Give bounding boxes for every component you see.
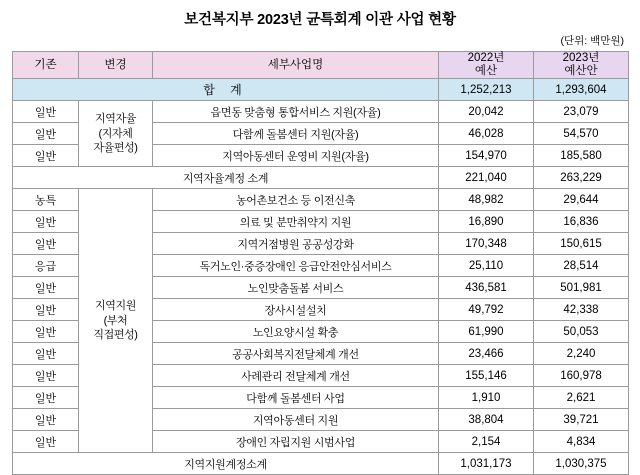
- group-label-line1: 지역자율: [95, 112, 136, 125]
- subtotal-2023: 263,229: [534, 167, 629, 189]
- row-2022: 2,154: [439, 431, 534, 453]
- row-old-category: 일반: [13, 101, 79, 123]
- total-label: 합 계: [13, 79, 439, 101]
- subtotal-2023: 1,030,375: [534, 453, 629, 475]
- group-label-line2: (부처: [103, 314, 128, 327]
- column-header-2022: [439, 52, 534, 79]
- table-header-row: [13, 52, 629, 79]
- group-label-line3: 직접편성): [93, 329, 138, 342]
- row-2023: 150,615: [534, 233, 629, 255]
- row-2023: 23,079: [534, 101, 629, 123]
- row-2022: 48,982: [439, 189, 534, 211]
- row-old-category: 일반: [13, 299, 79, 321]
- row-2023: 2,240: [534, 343, 629, 365]
- column-header-2023: [534, 52, 629, 79]
- row-program-name: 노인맞춤돌봄 서비스: [153, 277, 439, 299]
- row-old-category: 일반: [13, 123, 79, 145]
- row-program-name: 읍면동 맞춤형 통합서비스 지원(자율): [153, 101, 439, 123]
- row-2022: 49,792: [439, 299, 534, 321]
- row-old-category: 일반: [13, 145, 79, 167]
- budget-table: [12, 51, 629, 475]
- table-row: [13, 101, 629, 123]
- row-program-name: 사례관리 전달체계 개선: [153, 365, 439, 387]
- table-row-subtotal: [13, 453, 629, 475]
- row-program-name: 지역아동센터 지원: [153, 409, 439, 431]
- row-2023: 160,978: [534, 365, 629, 387]
- table-row-subtotal: [13, 167, 629, 189]
- subtotal-2022: 1,031,173: [439, 453, 534, 475]
- row-2023: 28,514: [534, 255, 629, 277]
- row-old-category: 일반: [13, 233, 79, 255]
- row-2022: 20,042: [439, 101, 534, 123]
- unit-note: (단위: 백만원): [560, 35, 624, 47]
- document-page: [0, 8, 640, 474]
- table-row-total: [13, 79, 629, 101]
- row-program-name: 의료 및 분만취약지 지원: [153, 211, 439, 233]
- row-program-name: 다함께 돌봄센터 지원(자율): [153, 123, 439, 145]
- row-2023: 2,621: [534, 387, 629, 409]
- row-program-name: 지역거점병원 공공성강화: [153, 233, 439, 255]
- row-2023: 42,338: [534, 299, 629, 321]
- row-program-name: 장사시설설치: [153, 299, 439, 321]
- row-old-category: 일반: [13, 365, 79, 387]
- table-header: [13, 52, 629, 79]
- row-old-category: 일반: [13, 431, 79, 453]
- row-old-category: 일반: [13, 387, 79, 409]
- group-label-jiyeokjayul: [79, 101, 153, 167]
- group-label-line2: (지자체: [98, 127, 133, 140]
- row-program-name: 공공사회복지전달체계 개선: [153, 343, 439, 365]
- row-old-category: 일반: [13, 409, 79, 431]
- subtotal-label: 지역지원계정소계: [13, 453, 439, 475]
- row-2023: 29,644: [534, 189, 629, 211]
- row-program-name: 농어촌보건소 등 이전신축: [153, 189, 439, 211]
- row-2023: 185,580: [534, 145, 629, 167]
- row-old-category: 일반: [13, 211, 79, 233]
- total-2022: 1,252,213: [439, 79, 534, 101]
- row-old-category: 응급: [13, 255, 79, 277]
- column-header-program: 세부사업명: [153, 52, 439, 79]
- row-2022: 61,990: [439, 321, 534, 343]
- row-program-name: 지역아동센터 운영비 지원(자율): [153, 145, 439, 167]
- table-row: [13, 189, 629, 211]
- row-program-name: 독거노인·중증장애인 응급안전안심서비스: [153, 255, 439, 277]
- row-2022: 1,910: [439, 387, 534, 409]
- column-header-old: 기존: [13, 52, 79, 79]
- group-label-jiyeokjiwon: [79, 189, 153, 453]
- row-2023: 4,834: [534, 431, 629, 453]
- row-2022: 154,970: [439, 145, 534, 167]
- row-2023: 16,836: [534, 211, 629, 233]
- column-header-2022-line2: 예산: [474, 65, 498, 78]
- total-2023: 1,293,604: [534, 79, 629, 101]
- subtotal-2022: 221,040: [439, 167, 534, 189]
- column-header-2023-line2: 예산안: [564, 65, 598, 78]
- column-header-new: 변경: [79, 52, 153, 79]
- row-2023: 50,053: [534, 321, 629, 343]
- row-2022: 170,348: [439, 233, 534, 255]
- row-2022: 155,146: [439, 365, 534, 387]
- row-2022: 23,466: [439, 343, 534, 365]
- row-2023: 54,570: [534, 123, 629, 145]
- table-body: [13, 79, 629, 475]
- row-program-name: 장애인 자립지원 시범사업: [153, 431, 439, 453]
- row-program-name: 노인요양시설 확충: [153, 321, 439, 343]
- row-2022: 16,890: [439, 211, 534, 233]
- row-old-category: 일반: [13, 321, 79, 343]
- group-label-line3: 자율편성): [93, 142, 138, 155]
- row-old-category: 일반: [13, 343, 79, 365]
- column-header-2023-line1: 2023년: [562, 52, 600, 64]
- row-old-category: 농특: [13, 189, 79, 211]
- row-2022: 38,804: [439, 409, 534, 431]
- row-old-category: 일반: [13, 277, 79, 299]
- subtotal-label: 지역자율계정 소계: [13, 167, 439, 189]
- row-2023: 39,721: [534, 409, 629, 431]
- row-2022: 436,581: [439, 277, 534, 299]
- row-program-name: 다함께 돌봄센터 사업: [153, 387, 439, 409]
- row-2023: 501,981: [534, 277, 629, 299]
- group-label-line1: 지역지원: [95, 299, 136, 312]
- page-title: 보건복지부 2023년 균특회계 이관 사업 현황: [184, 12, 456, 28]
- row-2022: 46,028: [439, 123, 534, 145]
- column-header-2022-line1: 2022년: [467, 52, 505, 64]
- row-2022: 25,110: [439, 255, 534, 277]
